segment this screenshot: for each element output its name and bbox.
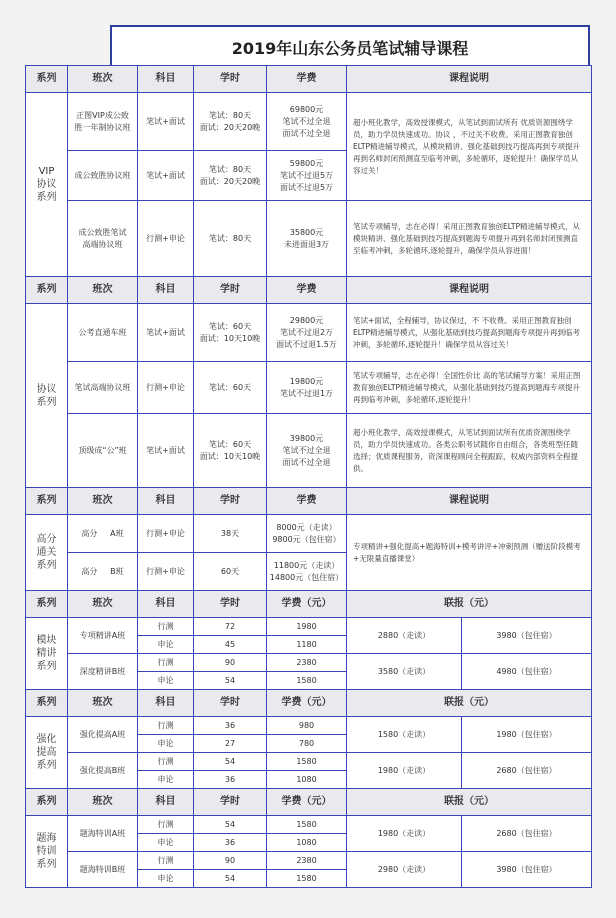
table-row (26, 753, 592, 771)
class-fee: 2380 (267, 654, 347, 672)
table-row (26, 816, 592, 834)
table-header-row (26, 789, 592, 816)
class-fee: 980 (267, 717, 347, 735)
class-hours: 笔试：80天 面试：20天20晚 (194, 151, 267, 201)
class-description: 笔试+面试，全程辅导，协议保过，不 不收费。采用正图教育独创ELTP精进辅导模式，从强化基础到技巧提高到题海专项提升再到临考冲刺，多轮循环,逐轮提升！确保学员从容过关！ (347, 304, 592, 362)
class-hours: 90 (194, 654, 267, 672)
header-subject: 科目 (138, 277, 194, 304)
class-fee: 8000元（走读） 9800元（包住宿） (267, 515, 347, 553)
series-label: 协议 系列 (26, 304, 68, 488)
combo-day: 2880（走读） (347, 618, 462, 654)
class-hours: 笔试：60天 面试：10天10晚 (194, 414, 267, 488)
class-hours: 54 (194, 816, 267, 834)
class-fee: 1580 (267, 870, 347, 888)
class-name: 专项精讲A班 (68, 618, 138, 654)
header-subject: 科目 (138, 66, 194, 93)
header-fee: 学费 (267, 277, 347, 304)
header-class: 班次 (68, 488, 138, 515)
table-header-row (26, 66, 592, 93)
class-hours: 笔试：60天 面试：10天10晚 (194, 304, 267, 362)
table-row (26, 93, 592, 151)
series-label: VIP 协议 系列 (26, 93, 68, 277)
class-hours: 90 (194, 852, 267, 870)
class-fee: 19800元 笔试不过退1万 (267, 362, 347, 414)
class-subject: 申论 (138, 735, 194, 753)
class-subject: 行测 (138, 816, 194, 834)
class-hours: 笔试：80天 面试：20天20晚 (194, 93, 267, 151)
header-subject: 科目 (138, 591, 194, 618)
combo-board: 1980（包住宿） (462, 717, 592, 753)
combo-day: 2980（走读） (347, 852, 462, 888)
class-hours: 27 (194, 735, 267, 753)
table-row (26, 717, 592, 735)
class-description: 超小班化教学，高效授课模式，从笔试到面试所有优质资源围绕学员，助力学员快速成功。各类公职考试随你自由组合，各类班型任随选择；优质课程服务，资深课程顾问全程跟踪，权威内部资料全程提供。 (347, 414, 592, 488)
class-fee: 35800元 未进面退3万 (267, 201, 347, 277)
class-fee: 1580 (267, 672, 347, 690)
class-subject: 行测 (138, 654, 194, 672)
class-subject: 行测 (138, 753, 194, 771)
combo-day: 1980（走读） (347, 753, 462, 789)
class-name: 成公致胜协议班 (68, 151, 138, 201)
class-name: 题海特训A班 (68, 816, 138, 852)
header-series: 系列 (26, 690, 68, 717)
class-fee: 1580 (267, 816, 347, 834)
class-name: 题海特训B班 (68, 852, 138, 888)
class-name: 强化提高A班 (68, 717, 138, 753)
class-hours: 54 (194, 870, 267, 888)
header-series: 系列 (26, 277, 68, 304)
header-hours: 学时 (194, 488, 267, 515)
combo-day: 3580（走读） (347, 654, 462, 690)
class-subject: 申论 (138, 672, 194, 690)
class-fee: 1980 (267, 618, 347, 636)
combo-day: 1980（走读） (347, 816, 462, 852)
header-class: 班次 (68, 690, 138, 717)
page-title: 2019年山东公务员笔试辅导课程 (110, 25, 590, 67)
header-hours: 学时 (194, 789, 267, 816)
class-hours: 54 (194, 753, 267, 771)
header-subject: 科目 (138, 488, 194, 515)
combo-board: 3980（包住宿） (462, 618, 592, 654)
class-fee: 69800元 笔试不过全退 面试不过全退 (267, 93, 347, 151)
header-fee: 学费（元） (267, 690, 347, 717)
class-description: 超小班化教学，高效授课模式，从笔试到面试所有 优质资源围绕学员，助力学员快速成功。协议 ，不过关不收费。采用正图教育独创ELTP精进辅导模式，从模块精讲、强化基础到技巧提高再到专项提升再到名师封闭预测直至临考冲刺，多轮循环，逐轮提升！确保学员从容过关！ (347, 93, 592, 201)
header-class: 班次 (68, 591, 138, 618)
class-subject: 行测+申论 (138, 553, 194, 591)
header-description: 课程说明 (347, 66, 592, 93)
header-series: 系列 (26, 66, 68, 93)
header-combo: 联报（元） (347, 690, 592, 717)
header-combo: 联报（元） (347, 591, 592, 618)
class-description: 笔试专项辅导，志在必得！全国性价比 高的笔试辅导方案！采用正图教育独创ELTP精进辅导模式，从强化基础到技巧提高到题海专项提升再到临考冲刺，多轮循环,逐轮提升！ (347, 362, 592, 414)
class-fee: 2380 (267, 852, 347, 870)
class-hours: 36 (194, 771, 267, 789)
header-description: 课程说明 (347, 488, 592, 515)
class-subject: 申论 (138, 834, 194, 852)
header-hours: 学时 (194, 277, 267, 304)
class-name: 正图VIP成公致 胜一年制协议班 (68, 93, 138, 151)
class-fee: 1580 (267, 753, 347, 771)
table-row (26, 852, 592, 870)
class-hours: 72 (194, 618, 267, 636)
table-row (26, 515, 592, 553)
combo-board: 4980（包住宿） (462, 654, 592, 690)
class-fee: 1080 (267, 771, 347, 789)
class-description: 专项精讲+强化提高+题海特训+模考讲评+冲刺预测（赠送阶段模考+无限量直播课堂） (347, 515, 592, 591)
course-table (25, 65, 592, 888)
series-label: 高分 通关 系列 (26, 515, 68, 591)
class-hours: 45 (194, 636, 267, 654)
class-subject: 行测 (138, 852, 194, 870)
header-subject: 科目 (138, 690, 194, 717)
class-hours: 36 (194, 717, 267, 735)
class-subject: 行测+申论 (138, 201, 194, 277)
table-row (26, 414, 592, 488)
header-class: 班次 (68, 66, 138, 93)
class-subject: 行测+申论 (138, 515, 194, 553)
header-hours: 学时 (194, 591, 267, 618)
class-subject: 申论 (138, 870, 194, 888)
class-subject: 笔试+面试 (138, 414, 194, 488)
table-row (26, 201, 592, 277)
class-subject: 笔试+面试 (138, 93, 194, 151)
class-fee: 59800元 笔试不过退5万 面试不过退5万 (267, 151, 347, 201)
table-row (26, 362, 592, 414)
class-fee: 29800元 笔试不过退2万 面试不过退1.5万 (267, 304, 347, 362)
header-combo: 联报（元） (347, 789, 592, 816)
header-hours: 学时 (194, 66, 267, 93)
class-subject: 行测 (138, 618, 194, 636)
class-name: 深度精讲B班 (68, 654, 138, 690)
class-fee: 780 (267, 735, 347, 753)
header-class: 班次 (68, 789, 138, 816)
class-hours: 笔试：60天 (194, 362, 267, 414)
header-series: 系列 (26, 488, 68, 515)
class-subject: 申论 (138, 771, 194, 789)
class-subject: 行测 (138, 717, 194, 735)
class-subject: 笔试+面试 (138, 304, 194, 362)
series-label: 模块 精讲 系列 (26, 618, 68, 690)
class-name: 公考直通车班 (68, 304, 138, 362)
header-series: 系列 (26, 789, 68, 816)
combo-day: 1580（走读） (347, 717, 462, 753)
header-hours: 学时 (194, 690, 267, 717)
class-name: 高分 A班 (68, 515, 138, 553)
class-fee: 39800元 笔试不过全退 面试不过全退 (267, 414, 347, 488)
header-class: 班次 (68, 277, 138, 304)
combo-board: 2680（包住宿） (462, 816, 592, 852)
table-row (26, 654, 592, 672)
class-name: 高分 B班 (68, 553, 138, 591)
header-subject: 科目 (138, 789, 194, 816)
header-series: 系列 (26, 591, 68, 618)
table-header-row (26, 277, 592, 304)
class-fee: 1180 (267, 636, 347, 654)
table-header-row (26, 690, 592, 717)
header-fee: 学费 (267, 488, 347, 515)
combo-board: 3980（包住宿） (462, 852, 592, 888)
class-subject: 笔试+面试 (138, 151, 194, 201)
class-hours: 36 (194, 834, 267, 852)
class-hours: 54 (194, 672, 267, 690)
class-name: 强化提高B班 (68, 753, 138, 789)
series-label: 题海 特训 系列 (26, 816, 68, 888)
series-label: 强化 提高 系列 (26, 717, 68, 789)
header-fee: 学费（元） (267, 789, 347, 816)
class-name: 顶级成“公”班 (68, 414, 138, 488)
class-description: 笔试专项辅导，志在必得！采用正图教育独创ELTP精进辅导模式，从模块精讲、强化基础到技巧提高到题海专项提升再到名师封闭预测直至临考冲刺，多轮循环,逐轮提升，确保学员从容进面！ (347, 201, 592, 277)
class-fee: 1080 (267, 834, 347, 852)
class-hours: 38天 (194, 515, 267, 553)
table-header-row (26, 591, 592, 618)
class-name: 笔试高端协议班 (68, 362, 138, 414)
combo-board: 2680（包住宿） (462, 753, 592, 789)
header-fee: 学费 (267, 66, 347, 93)
class-subject: 申论 (138, 636, 194, 654)
header-fee: 学费（元） (267, 591, 347, 618)
table-row (26, 304, 592, 362)
table-header-row (26, 488, 592, 515)
class-fee: 11800元（走读） 14800元（包住宿） (267, 553, 347, 591)
class-hours: 60天 (194, 553, 267, 591)
class-subject: 行测+申论 (138, 362, 194, 414)
class-name: 成公致胜笔试 高端协议班 (68, 201, 138, 277)
table-row (26, 618, 592, 636)
header-description: 课程说明 (347, 277, 592, 304)
class-hours: 笔试：80天 (194, 201, 267, 277)
